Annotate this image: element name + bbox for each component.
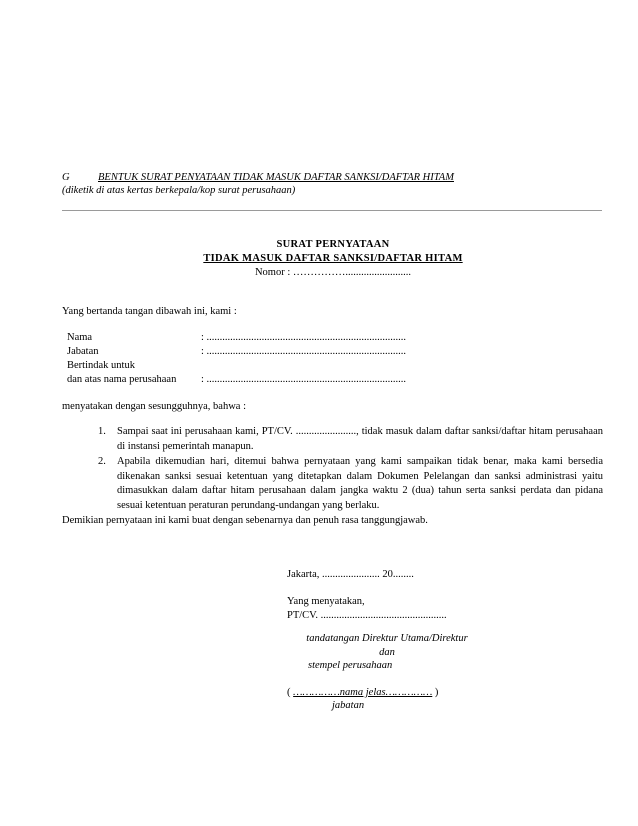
name-close-paren: ) [434,687,439,698]
signatory-position: jabatan [332,700,365,711]
place-date: Jakarta, ...................... 20........ [287,569,414,580]
closing-text: Demikian pernyataan ini kami buat dengan sebenarnya dan penuh rasa tanggungjawab. [62,515,428,526]
list-item [98,425,603,454]
signature-instruction-3: stempel perusahaan [308,660,393,671]
intro-text: Yang bertanda tangan dibawah ini, kami : [62,306,237,317]
header-divider [62,210,602,211]
signature-instruction-1: tandatangan Direktur Utama/Direktur [306,633,468,644]
statement-text: menyatakan dengan sesungguhnya, bahwa : [62,401,246,412]
list-item-text: Sampai saat ini perusahaan kami, PT/CV. ......................., tidak masuk dalam daftar sanksi/daftar hitam perusahaan di instansi pemerintah manapun. [117,426,603,452]
field-label-perusahaan: dan atas nama perusahaan [67,374,177,385]
section-letter: G [62,172,70,183]
signatory-name [287,687,438,698]
field-label-nama: Nama [67,332,93,343]
name-open-paren: ( [287,687,291,698]
list-item-text: Apabila dikemudian hari, ditemui bahwa pernyataan yang kami sampaikan tidak benar, maka kami bersedia dikenakan sanksi sesuai ketentuan yang ditetapkan dalam Dokumen Pelelangan dan sanksi administrasi yaitu dimasukkan dalam daftar hitam perusahaan dalam jangka waktu 2 (dua) tahun serta sanksi perdata dan pidana sesuai ketentuan peraturan perundang-undangan yang berlaku. [117,456,603,511]
doc-number: Nomor : ……………......................... [254,267,412,278]
list-item-number: 2. [98,456,106,467]
list-item-number: 1. [98,426,106,437]
company-name: PT/CV. ................................................ [287,610,447,621]
list-item [98,455,603,513]
doc-subtitle: TIDAK MASUK DAFTAR SANKSI/DAFTAR HITAM [203,253,463,264]
field-value-perusahaan: : ............................................................................ [201,374,407,385]
form-title: BENTUK SURAT PENYATAAN TIDAK MASUK DAFTAR SANKSI/DAFTAR HITAM [98,172,454,183]
field-value-nama: : ............................................................................ [201,332,407,343]
statement-list [98,425,603,514]
field-label-jabatan: Jabatan [67,346,99,357]
yang-menyatakan: Yang menyatakan, [287,596,365,607]
field-label-bertindak: Bertindak untuk [67,360,135,371]
signature-instruction-2: dan [379,647,395,658]
field-value-jabatan: : ............................................................................ [201,346,407,357]
form-subtitle: (diketik di atas kertas berkepala/kop surat perusahaan) [62,185,296,196]
name-placeholder: ……………nama jelas…………… [293,687,433,698]
doc-title: SURAT PERNYATAAN [276,239,390,250]
